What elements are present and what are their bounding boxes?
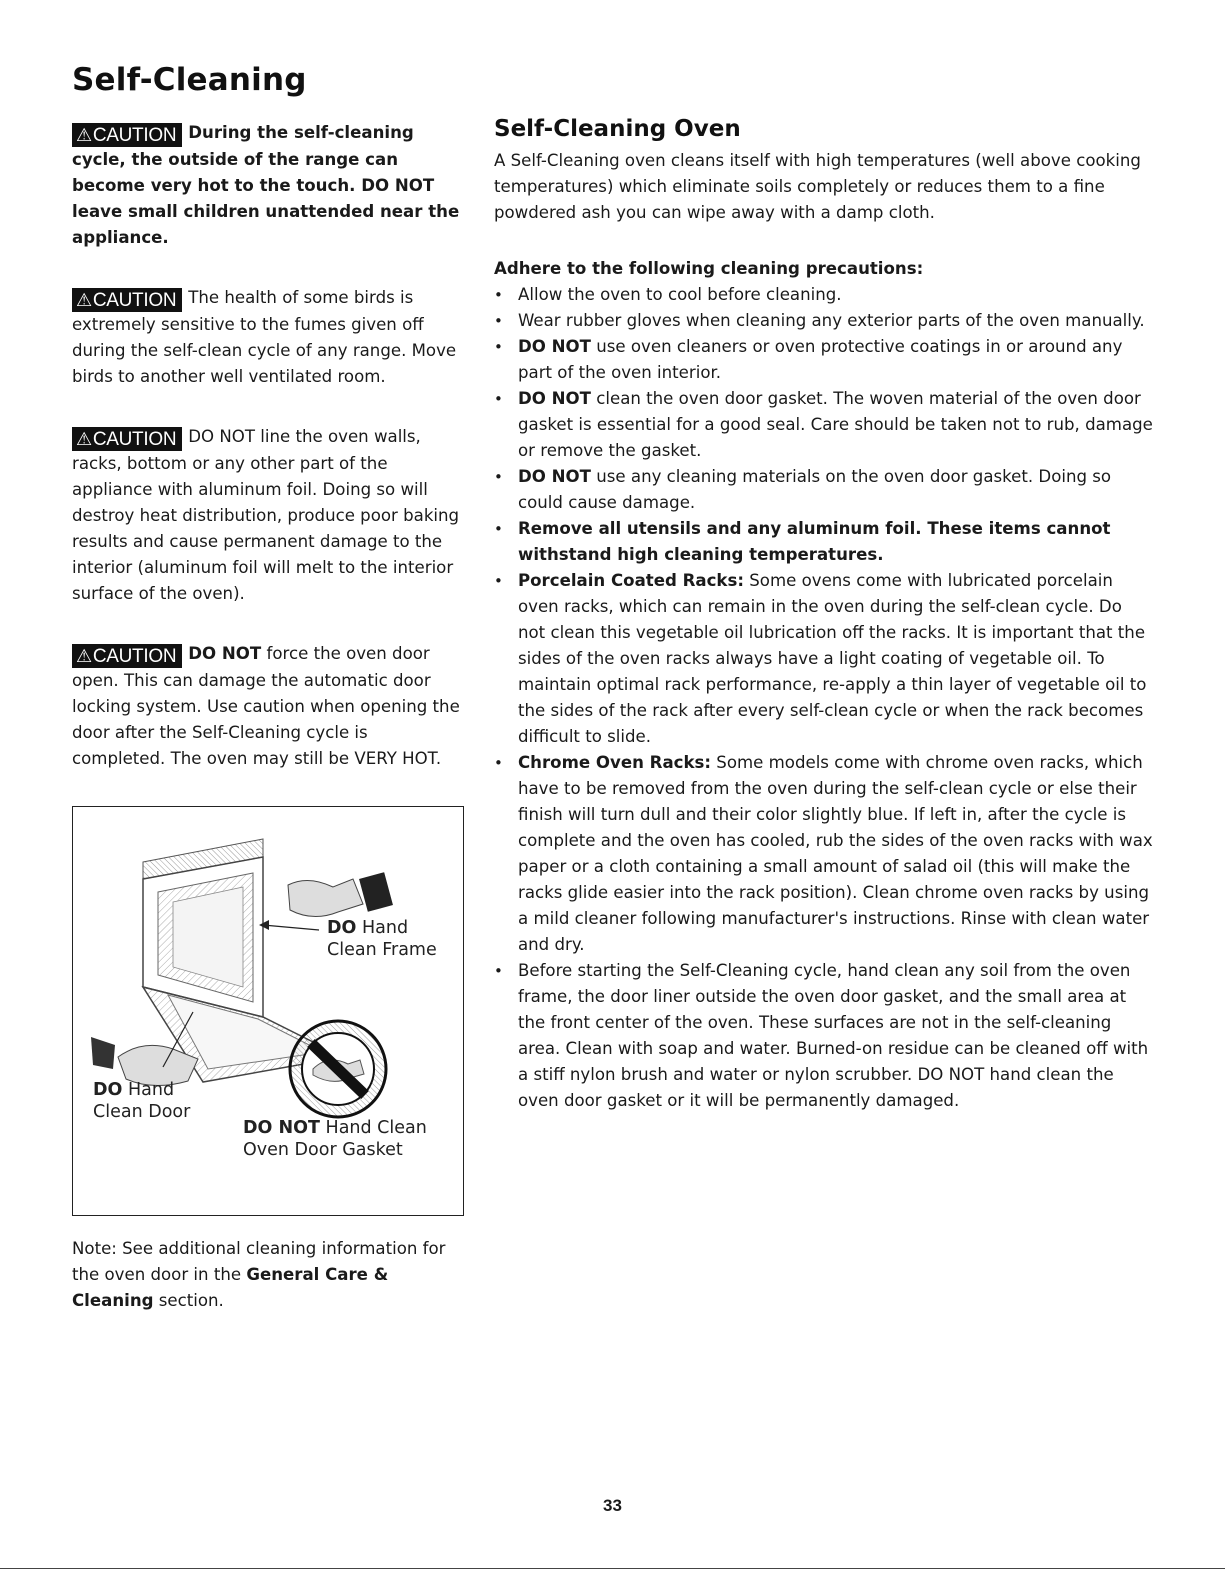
list-item: • Allow the oven to cool before cleaning. bbox=[494, 282, 1154, 308]
list-item: • Porcelain Coated Racks: Some ovens come with lubricated porcelain oven racks, which can remain in the oven during the self-clean cycle. Do not clean this vegetable oil lubrication off the racks. It is important that the sides of the oven racks always have a light coating of vegetable oil. To maintain optimal rack performance, re-apply a thin layer of vegetable oil to the sides of the rack after every self-clean cycle or when the rack becomes difficult to slide. bbox=[494, 568, 1154, 750]
caution-birds: ⚠CAUTION The health of some birds is extremely sensitive to the fumes given off during the self-clean cycle of any range. Move birds to another well ventilated room. bbox=[72, 288, 457, 386]
list-item: • Remove all utensils and any aluminum foil. These items cannot withstand high cleaning temperatures. bbox=[494, 516, 1154, 568]
caution-badge: ⚠CAUTION bbox=[72, 123, 182, 147]
list-item: • DO NOT use any cleaning materials on the oven door gasket. Doing so could cause damage. bbox=[494, 464, 1154, 516]
caution-badge: ⚠CAUTION bbox=[72, 427, 182, 451]
warning-triangle-icon: ⚠ bbox=[76, 290, 92, 310]
bottom-rule bbox=[0, 1568, 1225, 1569]
caution-badge: ⚠CAUTION bbox=[72, 644, 182, 668]
right-column bbox=[494, 116, 1154, 1114]
label-clean-frame: DO Hand Clean Frame bbox=[327, 918, 437, 960]
precautions-heading: Adhere to the following cleaning precautions: bbox=[494, 259, 924, 278]
section-title: Self-Cleaning Oven bbox=[494, 116, 741, 142]
caution-aluminum-foil: ⚠CAUTION DO NOT line the oven walls, racks, bottom or any other part of the appliance with aluminum foil. Doing so will destroy heat distribution, produce poor baking results and cause permanent damage to the interior (aluminum foil will melt to the interior surface of the oven). bbox=[72, 427, 460, 603]
warning-triangle-icon: ⚠ bbox=[76, 125, 92, 145]
caution-hot-exterior: ⚠CAUTION During the self-cleaning cycle, the outside of the range can become very hot to the touch. DO NOT leave small children unattended near the appliance. bbox=[72, 123, 460, 247]
label-gasket-warning: DO NOT Hand Clean Oven Door Gasket bbox=[243, 1118, 427, 1160]
list-item: • DO NOT use oven cleaners or oven protective coatings in or around any part of the oven interior. bbox=[494, 334, 1154, 386]
warning-triangle-icon: ⚠ bbox=[76, 429, 92, 449]
page-number: 33 bbox=[603, 1496, 622, 1515]
oven-cleaning-figure bbox=[72, 806, 464, 1216]
caution-badge: ⚠CAUTION bbox=[72, 288, 182, 312]
label-clean-door: DO Hand Clean Door bbox=[93, 1080, 191, 1122]
caution-force-door: ⚠CAUTION DO NOT force the oven door open. This can damage the automatic door locking system. Use caution when opening the door after the Self-Cleaning cycle is completed. The oven may still be VERY HOT. bbox=[72, 644, 460, 768]
list-item: • DO NOT clean the oven door gasket. The woven material of the oven door gasket is essential for a good seal. Care should be taken not to rub, damage or remove the gasket. bbox=[494, 386, 1154, 464]
left-column bbox=[72, 120, 464, 1331]
warning-triangle-icon: ⚠ bbox=[76, 646, 92, 666]
note-general-care: Note: See additional cleaning information for the oven door in the General Care & Cleaning section. bbox=[72, 1239, 446, 1310]
section-intro: A Self-Cleaning oven cleans itself with high temperatures (well above cooking temperatures) which eliminate soils completely or reduces them to a fine powdered ash you can wipe away with a damp cloth. bbox=[494, 151, 1141, 222]
list-item: • Wear rubber gloves when cleaning any exterior parts of the oven manually. bbox=[494, 308, 1154, 334]
list-item: • Chrome Oven Racks: Some models come with chrome oven racks, which have to be removed from the oven during the self-clean cycle or else their finish will turn dull and their color slightly blue. If left in, after the cycle is complete and the oven has cooled, rub the sides of the oven racks with wax paper or a cloth containing a small amount of salad oil (this will make the racks glide easier into the rack position). Clean chrome oven racks by using a mild cleaner following manufacturer's instructions. Rinse with clean water and dry. bbox=[494, 750, 1154, 958]
page-title: Self-Cleaning bbox=[72, 62, 307, 98]
list-item: • Before starting the Self-Cleaning cycle, hand clean any soil from the oven frame, the door liner outside the oven door gasket, and the small area at the front center of the oven. These surfaces are not in the self-cleaning area. Clean with soap and water. Burned-on residue can be cleaned off with a stiff nylon brush and water or nylon scrubber. DO NOT hand clean the oven door gasket or it will be permanently damaged. bbox=[494, 958, 1154, 1114]
precautions-list bbox=[494, 282, 1154, 1114]
